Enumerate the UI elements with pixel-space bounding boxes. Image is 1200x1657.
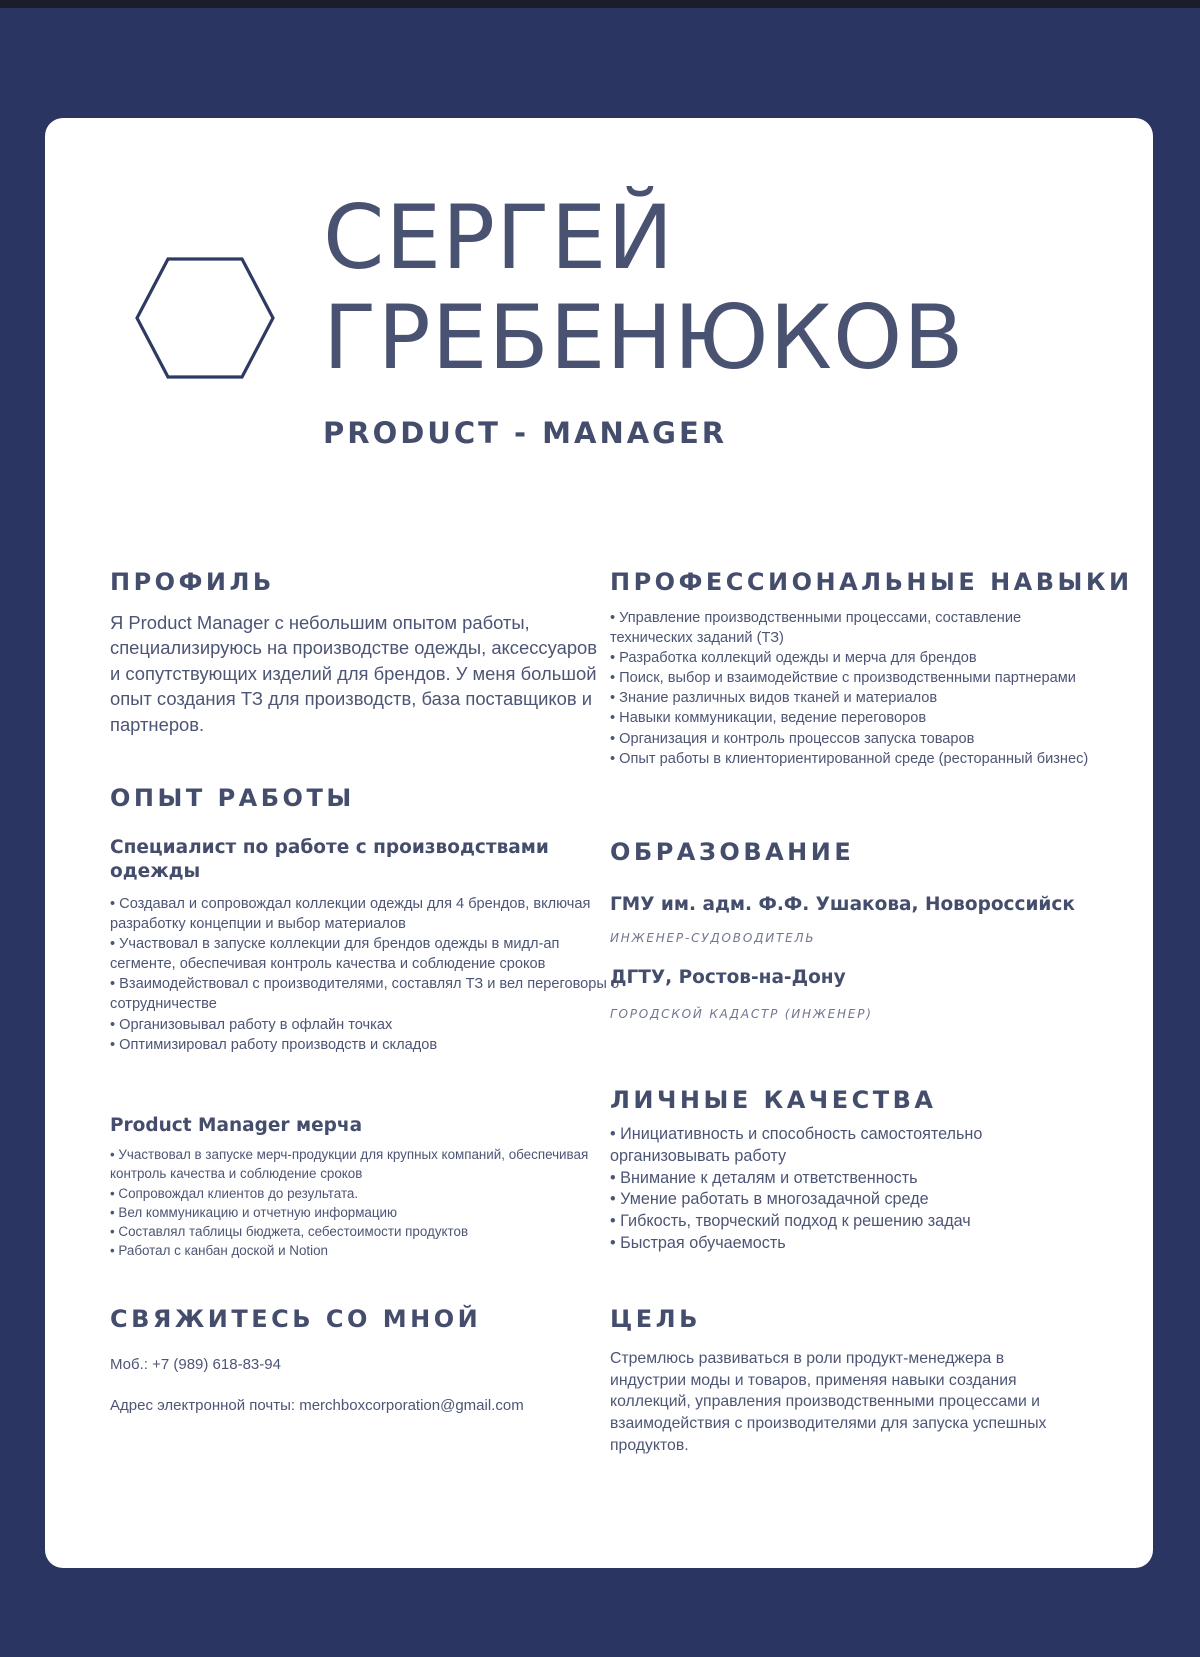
list-item: • Управление производственными процессами, составление технических заданий (ТЗ) xyxy=(610,610,1022,647)
list-item: • Знание различных видов тканей и материалов xyxy=(610,690,938,707)
job-1-duties xyxy=(110,894,620,1055)
job-2-duties xyxy=(110,1145,620,1261)
job-title-2: Product Manager мерча xyxy=(110,1115,363,1136)
list-item: • Организация и контроль процессов запуска товаров xyxy=(610,730,975,747)
top-edge-strip xyxy=(0,0,1200,8)
education-heading: ОБРАЗОВАНИЕ xyxy=(610,838,855,866)
list-item: • Оптимизировал работу производств и складов xyxy=(110,1036,438,1053)
list-item: • Составлял таблицы бюджета, себестоимости продуктов xyxy=(110,1224,469,1240)
list-item: • Сопровождал клиентов до результата. xyxy=(110,1185,359,1201)
profile-text: Я Product Manager с небольшим опытом работы, специализируюсь на производстве одежды, аксессуаров и сопутствующих изделий для брендов. У меня большой опыт создания ТЗ для производств, база поставщиков и партнеров. xyxy=(110,612,598,735)
skills-heading: ПРОФЕССИОНАЛЬНЫЕ НАВЫКИ xyxy=(610,568,1133,596)
list-item: • Участвовал в запуске мерч-продукции для крупных компаний, обеспечивая контроль качества и соблюдение сроков xyxy=(110,1147,589,1182)
list-item: • Организовывал работу в офлайн точках xyxy=(110,1016,393,1033)
list-item: • Создавал и сопровождал коллекции одежды для 4 брендов, включая разработку концепции и выбор материалов xyxy=(110,896,591,933)
qualities-heading: ЛИЧНЫЕ КАЧЕСТВА xyxy=(610,1086,937,1114)
phone-number: Моб.: +7 (989) 618-83-94 xyxy=(110,1356,281,1373)
resume-card xyxy=(45,118,1153,1568)
full-name xyxy=(323,188,965,388)
list-item: • Быстрая обучаемость xyxy=(610,1233,786,1252)
job-title: PRODUCT - MANAGER xyxy=(323,416,728,450)
list-item: • Участвовал в запуске коллекции для брендов одежды в мидл-ап сегменте, обеспечивая контроль качества и соблюдение сроков xyxy=(110,936,560,973)
education-degree-2: ГОРОДСКОЙ КАДАСТР (ИНЖЕНЕР) xyxy=(610,1007,873,1021)
list-item: • Вел коммуникацию и отчетную информацию xyxy=(110,1204,398,1220)
job-title-1: Специалист по работе с производствами одежды xyxy=(110,837,549,882)
list-item: • Гибкость, творческий подход к решению задач xyxy=(610,1212,971,1231)
goal-text: Стремлюсь развиваться в роли продукт-менеджера в индустрии моды и товаров, применяя навыки создания коллекций, управления производственными процессами и взаимодействия с производителями для запуска успешных продуктов. xyxy=(610,1350,1047,1454)
first-name: СЕРГЕЙ xyxy=(323,186,675,289)
education-school-2: ДГТУ, Ростов-на-Дону xyxy=(610,967,846,988)
list-item: • Умение работать в многозадачной среде xyxy=(610,1190,929,1209)
goal-heading: ЦЕЛЬ xyxy=(610,1305,701,1333)
list-item: • Внимание к деталям и ответственность xyxy=(610,1168,918,1187)
skills-list xyxy=(610,608,1100,769)
list-item: • Навыки коммуникации, ведение переговоров xyxy=(610,710,927,727)
email-address: Адрес электронной почты: merchboxcorporation@gmail.com xyxy=(110,1397,524,1414)
education-school-1: ГМУ им. адм. Ф.Ф. Ушакова, Новороссийск xyxy=(610,894,1075,915)
last-name: ГРЕБЕНЮКОВ xyxy=(323,286,965,389)
list-item: • Инициативность и способность самостоятельно организовывать работу xyxy=(610,1125,983,1165)
list-item: • Взаимодействовал с производителями, составлял ТЗ и вел переговоры о сотрудничестве xyxy=(110,976,620,1013)
list-item: • Опыт работы в клиенториентированной среде (ресторанный бизнес) xyxy=(610,750,1089,767)
profile-heading: ПРОФИЛЬ xyxy=(110,568,275,596)
list-item: • Поиск, выбор и взаимодействие с производственными партнерами xyxy=(610,670,1076,687)
hexagon-outline-icon xyxy=(135,256,275,380)
contact-heading: СВЯЖИТЕСЬ СО МНОЙ xyxy=(110,1305,482,1333)
education-degree-1: ИНЖЕНЕР-СУДОВОДИТЕЛЬ xyxy=(610,931,816,945)
list-item: • Разработка коллекций одежды и мерча для брендов xyxy=(610,650,977,667)
experience-heading: ОПЫТ РАБОТЫ xyxy=(110,784,355,812)
list-item: • Работал с канбан доской и Notion xyxy=(110,1243,328,1259)
qualities-list xyxy=(610,1124,1100,1255)
